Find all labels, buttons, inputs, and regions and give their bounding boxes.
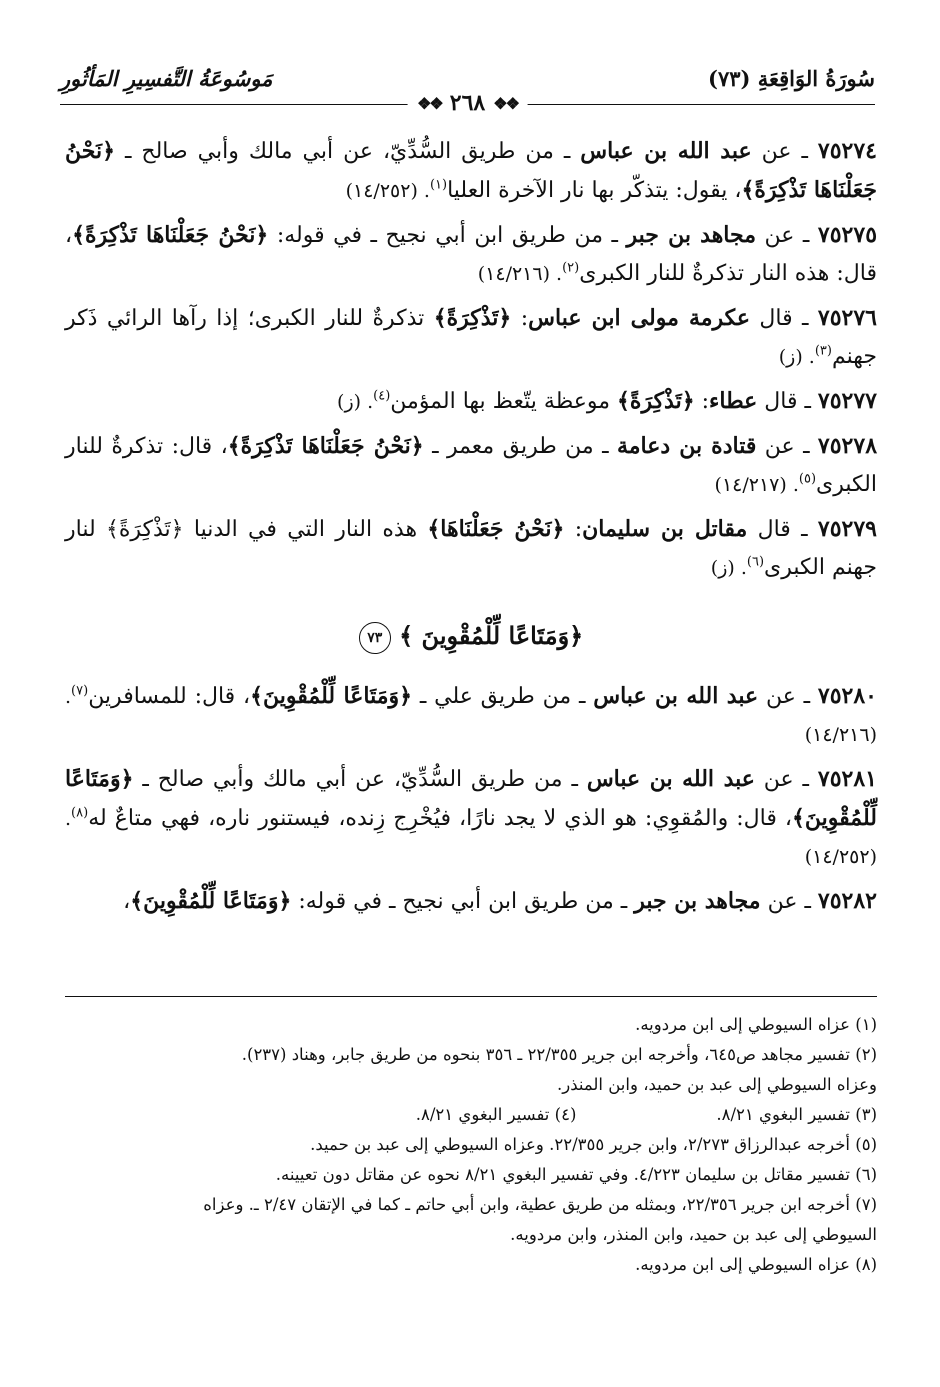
entry-number: ٧٥٢٧٧ xyxy=(817,388,877,414)
entry-number: ٧٥٢٨١ xyxy=(817,766,877,792)
entry-text: ـ قال xyxy=(757,389,818,414)
quran-quote: ﴿تَذْكِرَةً﴾ xyxy=(617,388,695,414)
entry-number: ٧٥٢٧٥ xyxy=(817,222,878,248)
entry xyxy=(65,677,877,754)
footnote-marker[interactable]: (٣) xyxy=(814,343,832,359)
entry-text: ـ من طريق معمر ـ xyxy=(423,434,617,459)
entry-text: ـ من طريق علي ـ xyxy=(412,684,594,709)
entry-number: ٧٥٢٨٠ xyxy=(817,683,877,709)
entry-text: ـ عن xyxy=(751,139,818,164)
footnotes xyxy=(65,1010,877,1280)
footnote-marker[interactable]: (٥) xyxy=(798,471,817,487)
quran-quote: ﴿نَحْنُ جَعَلْنَاهَا تَذْكِرَةً﴾ xyxy=(65,138,877,203)
footnote-marker[interactable]: (٤) xyxy=(373,388,391,404)
narrator-name: عبد الله بن عباس xyxy=(586,766,755,792)
entry-text: تذكرةٌ للنار الكبرى؛ إذا رآها الرائي ذَكر جهنم xyxy=(65,306,877,369)
entry-text: ـ عن xyxy=(760,889,818,914)
page-number-box xyxy=(407,90,528,116)
entry-text: ، قال: تذكرةٌ للنار الكبرى xyxy=(65,434,877,497)
page-header xyxy=(60,58,875,116)
volume-reference: . (١٤/٢١٧) xyxy=(714,474,799,496)
quran-quote: ﴿وَمَتَاعًا لِّلْمُقْوِينَ﴾ xyxy=(65,766,877,831)
narrator-name: قتادة بن دعامة xyxy=(616,433,757,459)
surah-title: سُورَةُ الوَاقِعَةِ (٧٣) xyxy=(708,66,875,91)
footnote-row xyxy=(65,1100,877,1130)
volume-reference: . (١٤/٢١٦) xyxy=(65,686,877,746)
footnote: (١) عزاه السيوطي إلى ابن مردويه. xyxy=(635,1015,877,1034)
entry-text: ، قال: هذه النار تذكرةٌ للنار الكبرى xyxy=(65,223,877,286)
quran-quote: ﴿وَمَتَاعًا لِّلْمُقْوِينَ﴾ xyxy=(130,888,292,914)
footnote: (٢) تفسير مجاهد ص٦٤٥، وأخرجه ابن جرير ٢٢/٣٥٥ ـ ٣٥٦ بنحوه من طريق جابر، وهناد (٢٣٧). xyxy=(241,1045,877,1064)
footnote: (٦) تفسير مقاتل بن سليمان ٤/٢٢٣. وفي تفسير البغوي ٨/٢١ نحوه عن مقاتل دون تعيينه. xyxy=(275,1165,877,1184)
footnote-marker[interactable]: (٢) xyxy=(562,260,580,276)
footnote-marker[interactable]: (١) xyxy=(429,177,448,193)
ornament-icon: ❖❖ xyxy=(417,93,442,113)
entry-text: ، قال: والمُقوِي: هو الذي لا يجد نارًا، فيُخْرِج زِنده، فيستنور ناره، فهي متاعٌ له xyxy=(88,806,793,831)
entry-text: ـ من طريق السُّدِّيّ، عن أبي مالك وأبي صالح ـ xyxy=(133,767,587,792)
entry-number: ٧٥٢٨٢ xyxy=(817,888,877,914)
narrator-name: مجاهد بن جبر xyxy=(634,888,761,914)
entry xyxy=(65,382,877,421)
volume-reference: . (ز) xyxy=(778,346,815,368)
quran-quote: ﴿نَحْنُ جَعَلْنَاهَا﴾ xyxy=(427,516,565,542)
narrator-name: عطاء xyxy=(709,388,758,414)
narrator-name: عبد الله بن عباس xyxy=(580,138,752,164)
volume-reference: . (١٤/٢١٦) xyxy=(477,263,563,285)
narrator-name: عكرمة مولى ابن عباس xyxy=(528,305,750,331)
entry xyxy=(65,132,877,210)
entry-text: : xyxy=(564,517,583,542)
narrator-name: مقاتل بن سليمان xyxy=(582,516,748,542)
entry-text: ـ عن xyxy=(756,434,818,459)
entry-text: ـ من طريق السُّدِّيّ، عن أبي مالك وأبي صالح ـ xyxy=(114,139,581,164)
entry xyxy=(65,510,877,587)
ornament-icon: ❖❖ xyxy=(493,93,518,113)
footnote-continuation: السيوطي إلى عبد بن حميد، وابن المنذر، وابن مردويه. xyxy=(510,1225,877,1244)
verse-text: ﴿وَمَتَاعًا لِّلْمُقْوِينَ ﴾ xyxy=(399,621,584,650)
entry-text: هذه النار التي في الدنيا ﴿تَذْكِرَةً﴾ لنار جهنم الكبرى xyxy=(65,517,877,580)
volume-reference: . (ز) xyxy=(337,391,374,413)
page-number: ٢٦٨ xyxy=(449,90,486,116)
narrator-name: عبد الله بن عباس xyxy=(593,683,759,709)
entry-text: موعظة يتّعظ بها المؤمن xyxy=(390,389,618,414)
entry xyxy=(65,216,877,293)
entry-text: : xyxy=(511,306,529,331)
entry xyxy=(65,299,877,376)
entry-number: ٧٥٢٧٨ xyxy=(817,433,878,459)
footnote: (٥) أخرجه عبدالرزاق ٢/٢٧٣، وابن جرير ٢٢/٣٥٥. وعزاه السيوطي إلى عبد بن حميد. xyxy=(310,1135,877,1154)
footnote: (٤) تفسير البغوي ٨/٢١. xyxy=(415,1105,577,1124)
volume-reference: . (١٤/٢٥٢) xyxy=(65,808,877,868)
entry-number: ٧٥٢٧٩ xyxy=(817,516,877,542)
entry-text: ـ عن xyxy=(758,684,818,709)
entry xyxy=(65,760,877,876)
verse-heading xyxy=(65,617,877,655)
quran-quote: ﴿تَذْكِرَةً﴾ xyxy=(433,305,512,331)
footnote: (٨) عزاه السيوطي إلى ابن مردويه. xyxy=(635,1255,877,1274)
entry-text: ـ قال xyxy=(749,306,818,331)
footnote-continuation: وعزاه السيوطي إلى عبد بن حميد، وابن المنذر. xyxy=(557,1075,877,1094)
entry-text: ـ عن xyxy=(754,767,818,792)
entry-number: ٧٥٢٧٤ xyxy=(817,138,877,164)
book-title: مَوسُوعَةُ التَّفسِيرِ المَأثُورِ xyxy=(60,66,273,91)
narrator-name: مجاهد بن جبر xyxy=(626,222,756,248)
entry-text: ، قال: للمسافرين xyxy=(88,684,251,709)
quran-quote: ﴿وَمَتَاعًا لِّلْمُقْوِينَ﴾ xyxy=(250,683,413,709)
volume-reference: . (١٤/٢٥٢) xyxy=(345,180,430,202)
volume-reference: . (ز) xyxy=(710,557,747,579)
entry xyxy=(65,427,877,504)
footnote-marker[interactable]: (٦) xyxy=(746,554,765,570)
verse-number-badge: ٧٣ xyxy=(359,622,391,654)
footnote: (٣) تفسير البغوي ٨/٢١. xyxy=(716,1105,877,1124)
entry-number: ٧٥٢٧٦ xyxy=(817,305,877,331)
footnote: (٧) أخرجه ابن جرير ٢٢/٣٥٦، وبمثله من طريق عطية، وابن أبي حاتم ـ كما في الإتقان ٢/٤٧ ـ. وعزاه xyxy=(203,1195,877,1214)
entry-text: ـ قال xyxy=(747,517,818,542)
footnote-marker[interactable]: (٨) xyxy=(71,805,89,821)
entry-text: ـ عن xyxy=(756,223,818,248)
main-text xyxy=(65,132,877,927)
entry-text: ـ من طريق ابن أبي نجيح ـ في قوله: xyxy=(268,223,627,248)
quran-quote: ﴿نَحْنُ جَعَلْنَاهَا تَذْكِرَةً﴾ xyxy=(72,222,269,248)
entry-text: ـ من طريق ابن أبي نجيح ـ في قوله: xyxy=(291,889,635,914)
entry-text: : xyxy=(694,389,710,414)
footnote-separator xyxy=(65,996,877,997)
entry-text: ، يقول: يتذكّر بها نار الآخرة العليا xyxy=(447,178,742,203)
entry-text: ، xyxy=(123,889,131,914)
quran-quote: ﴿نَحْنُ جَعَلْنَاهَا تَذْكِرَةً﴾ xyxy=(227,433,424,459)
footnote-marker[interactable]: (٧) xyxy=(71,683,89,699)
entry xyxy=(65,882,877,921)
